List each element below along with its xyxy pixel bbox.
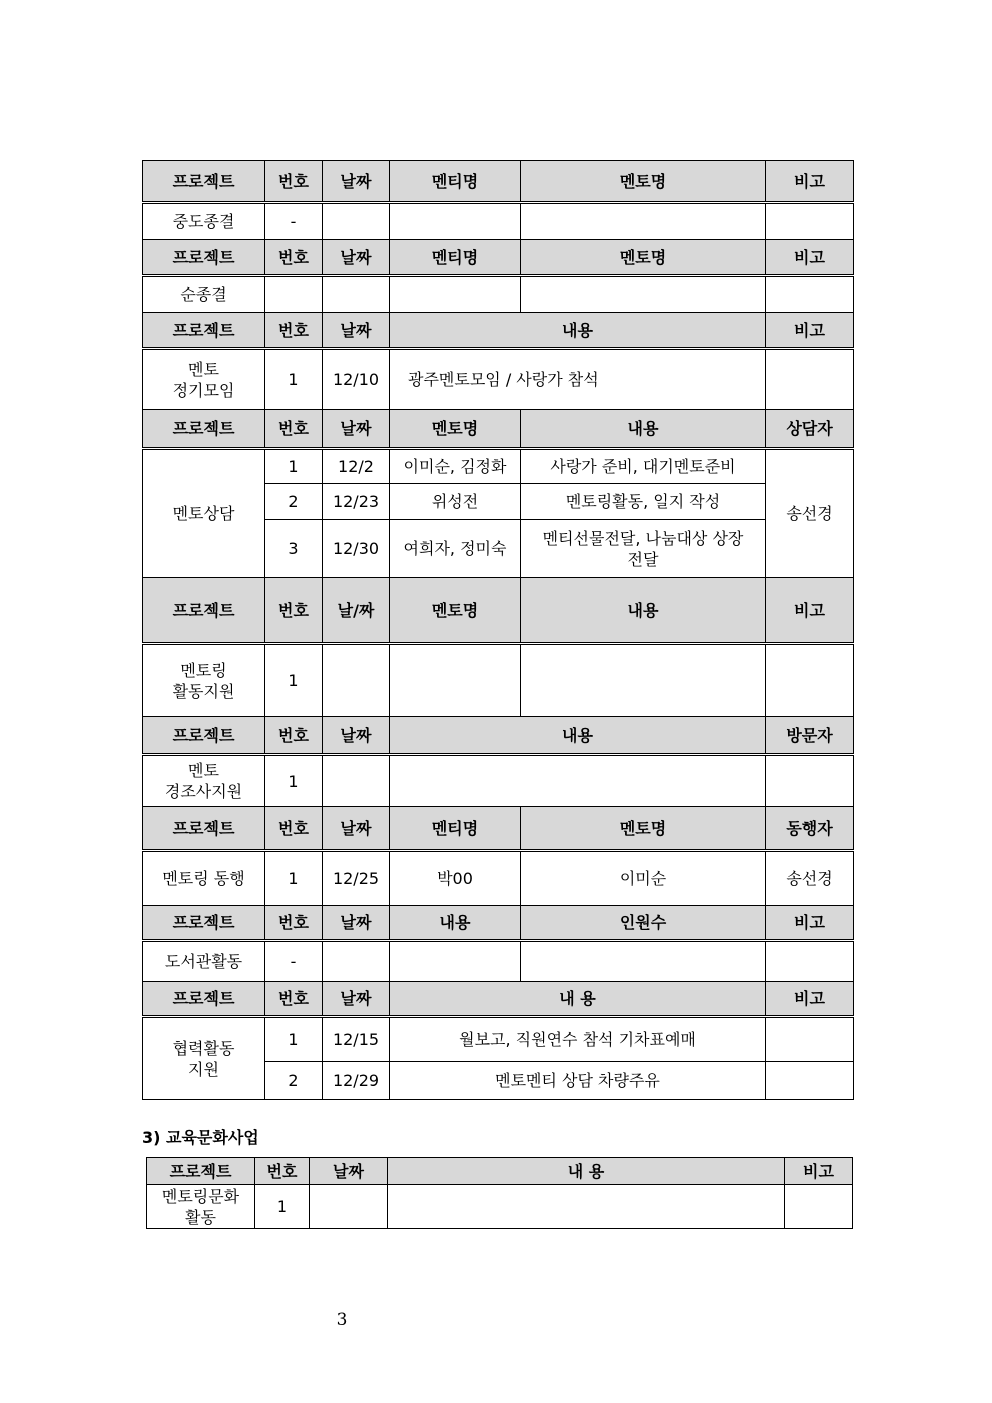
project-cell: 멘토상담 (143, 449, 265, 578)
content-cell: 광주멘토모임 / 사랑가 참석 (390, 349, 766, 410)
header-no: 번호 (265, 717, 323, 755)
no-cell: 1 (265, 851, 323, 906)
header-date: 날/짜 (323, 578, 390, 644)
header-no: 번호 (255, 1158, 310, 1185)
header-project: 프로젝트 (143, 161, 265, 203)
date-cell (323, 276, 390, 313)
education-culture-table (146, 1157, 853, 1229)
header-counselor: 상담자 (766, 410, 854, 449)
date-cell (323, 755, 390, 807)
date-cell: 12/15 (323, 1017, 390, 1062)
counselor-cell: 송선경 (766, 449, 854, 578)
header-mentor: 멘토명 (521, 161, 766, 203)
mentee-cell (390, 276, 521, 313)
header-project: 프로젝트 (143, 982, 265, 1017)
note-cell (766, 349, 854, 410)
content-cell: 멘토링활동, 일지 작성 (521, 484, 766, 520)
header-project: 프로젝트 (143, 906, 265, 941)
project-cell: 멘토 경조사지원 (143, 755, 265, 807)
table-row (143, 203, 854, 240)
content-cell: 멘토멘티 상담 차량주유 (390, 1062, 766, 1100)
project-cell: 순종결 (143, 276, 265, 313)
header-row (143, 240, 854, 276)
content-cell (390, 755, 766, 807)
header-date: 날짜 (323, 807, 390, 851)
table-row (147, 1185, 853, 1229)
mentor-cell: 위성전 (390, 484, 521, 520)
header-project: 프로젝트 (143, 807, 265, 851)
header-content: 내 용 (390, 982, 766, 1017)
mentor-cell (521, 203, 766, 240)
project-cell: 멘토링 동행 (143, 851, 265, 906)
note-cell (766, 276, 854, 313)
header-no: 번호 (265, 240, 323, 276)
note-cell (785, 1185, 853, 1229)
mentor-cell: 이미순, 김정화 (390, 449, 521, 484)
header-no: 번호 (265, 161, 323, 203)
header-row (147, 1158, 853, 1185)
table-row (143, 851, 854, 906)
mentee-cell: 박00 (390, 851, 521, 906)
project-activity-table (142, 160, 854, 1100)
header-row (143, 410, 854, 449)
content-cell (388, 1185, 785, 1229)
no-cell: 1 (265, 755, 323, 807)
page-number: 3 (336, 1310, 348, 1330)
table-row (143, 755, 854, 807)
date-cell: 12/10 (323, 349, 390, 410)
mentor-cell: 이미순 (521, 851, 766, 906)
visitor-cell (766, 755, 854, 807)
content-cell (521, 644, 766, 717)
project-cell: 멘토링 활동지원 (143, 644, 265, 717)
header-row (143, 807, 854, 851)
header-date: 날짜 (310, 1158, 388, 1185)
date-cell: 12/29 (323, 1062, 390, 1100)
header-no: 번호 (265, 807, 323, 851)
mentor-cell: 여희자, 정미숙 (390, 520, 521, 578)
date-cell (323, 203, 390, 240)
header-note: 비고 (785, 1158, 853, 1185)
header-content: 내용 (521, 410, 766, 449)
header-note: 비고 (766, 313, 854, 349)
table-row (143, 644, 854, 717)
table-row (143, 276, 854, 313)
section-title: 3) 교육문화사업 (142, 1128, 259, 1147)
header-note: 비고 (766, 578, 854, 644)
no-cell: - (265, 203, 323, 240)
header-project: 프로젝트 (143, 313, 265, 349)
no-cell: 3 (265, 520, 323, 578)
header-date: 날짜 (323, 982, 390, 1017)
no-cell (265, 276, 323, 313)
no-cell: - (265, 941, 323, 982)
project-cell: 협력활동 지원 (143, 1017, 265, 1100)
no-cell: 1 (265, 349, 323, 410)
content-cell: 멘티선물전달, 나눔대상 상장 전달 (521, 520, 766, 578)
note-cell (766, 1017, 854, 1062)
header-content: 내용 (390, 313, 766, 349)
mentee-cell (390, 203, 521, 240)
date-cell: 12/2 (323, 449, 390, 484)
header-no: 번호 (265, 982, 323, 1017)
no-cell: 1 (255, 1185, 310, 1229)
no-cell: 2 (265, 1062, 323, 1100)
header-content: 내용 (390, 906, 521, 941)
content-cell (390, 941, 521, 982)
table-row (143, 449, 854, 484)
header-note: 비고 (766, 982, 854, 1017)
header-no: 번호 (265, 313, 323, 349)
header-project: 프로젝트 (143, 410, 265, 449)
header-mentee: 멘티명 (390, 240, 521, 276)
header-row (143, 161, 854, 203)
header-content: 내용 (390, 717, 766, 755)
header-mentor: 멘토명 (521, 240, 766, 276)
date-cell: 12/23 (323, 484, 390, 520)
content-cell: 사랑가 준비, 대기멘토준비 (521, 449, 766, 484)
mentor-cell (521, 276, 766, 313)
header-date: 날짜 (323, 313, 390, 349)
header-headcount: 인원수 (521, 906, 766, 941)
note-cell (766, 203, 854, 240)
table-row (143, 1017, 854, 1062)
header-project: 프로젝트 (147, 1158, 255, 1185)
header-note: 비고 (766, 906, 854, 941)
header-mentor: 멘토명 (390, 410, 521, 449)
no-cell: 1 (265, 644, 323, 717)
header-date: 날짜 (323, 410, 390, 449)
header-project: 프로젝트 (143, 578, 265, 644)
header-project: 프로젝트 (143, 717, 265, 755)
header-no: 번호 (265, 906, 323, 941)
mentor-cell (390, 644, 521, 717)
header-note: 비고 (766, 161, 854, 203)
header-content: 내용 (521, 578, 766, 644)
note-cell (766, 941, 854, 982)
header-companion: 동행자 (766, 807, 854, 851)
header-date: 날짜 (323, 717, 390, 755)
table-row (143, 349, 854, 410)
header-mentor: 멘토명 (390, 578, 521, 644)
header-note: 비고 (766, 240, 854, 276)
project-cell: 멘토 정기모임 (143, 349, 265, 410)
header-mentee: 멘티명 (390, 161, 521, 203)
header-row (143, 313, 854, 349)
header-project: 프로젝트 (143, 240, 265, 276)
headcount-cell (521, 941, 766, 982)
header-row (143, 717, 854, 755)
header-visitor: 방문자 (766, 717, 854, 755)
header-mentor: 멘토명 (521, 807, 766, 851)
note-cell (766, 1062, 854, 1100)
date-cell (323, 644, 390, 717)
date-cell: 12/30 (323, 520, 390, 578)
header-date: 날짜 (323, 906, 390, 941)
note-cell (766, 644, 854, 717)
no-cell: 2 (265, 484, 323, 520)
header-row (143, 906, 854, 941)
project-cell: 도서관활동 (143, 941, 265, 982)
header-date: 날짜 (323, 161, 390, 203)
table-row (143, 941, 854, 982)
no-cell: 1 (265, 1017, 323, 1062)
header-date: 날짜 (323, 240, 390, 276)
project-cell: 멘토링문화 활동 (147, 1185, 255, 1229)
project-cell: 중도종결 (143, 203, 265, 240)
header-content: 내 용 (388, 1158, 785, 1185)
date-cell (310, 1185, 388, 1229)
header-no: 번호 (265, 410, 323, 449)
header-row (143, 982, 854, 1017)
no-cell: 1 (265, 449, 323, 484)
content-cell: 월보고, 직원연수 참석 기차표예매 (390, 1017, 766, 1062)
companion-cell: 송선경 (766, 851, 854, 906)
date-cell (323, 941, 390, 982)
header-no: 번호 (265, 578, 323, 644)
date-cell: 12/25 (323, 851, 390, 906)
header-mentee: 멘티명 (390, 807, 521, 851)
header-row (143, 578, 854, 644)
